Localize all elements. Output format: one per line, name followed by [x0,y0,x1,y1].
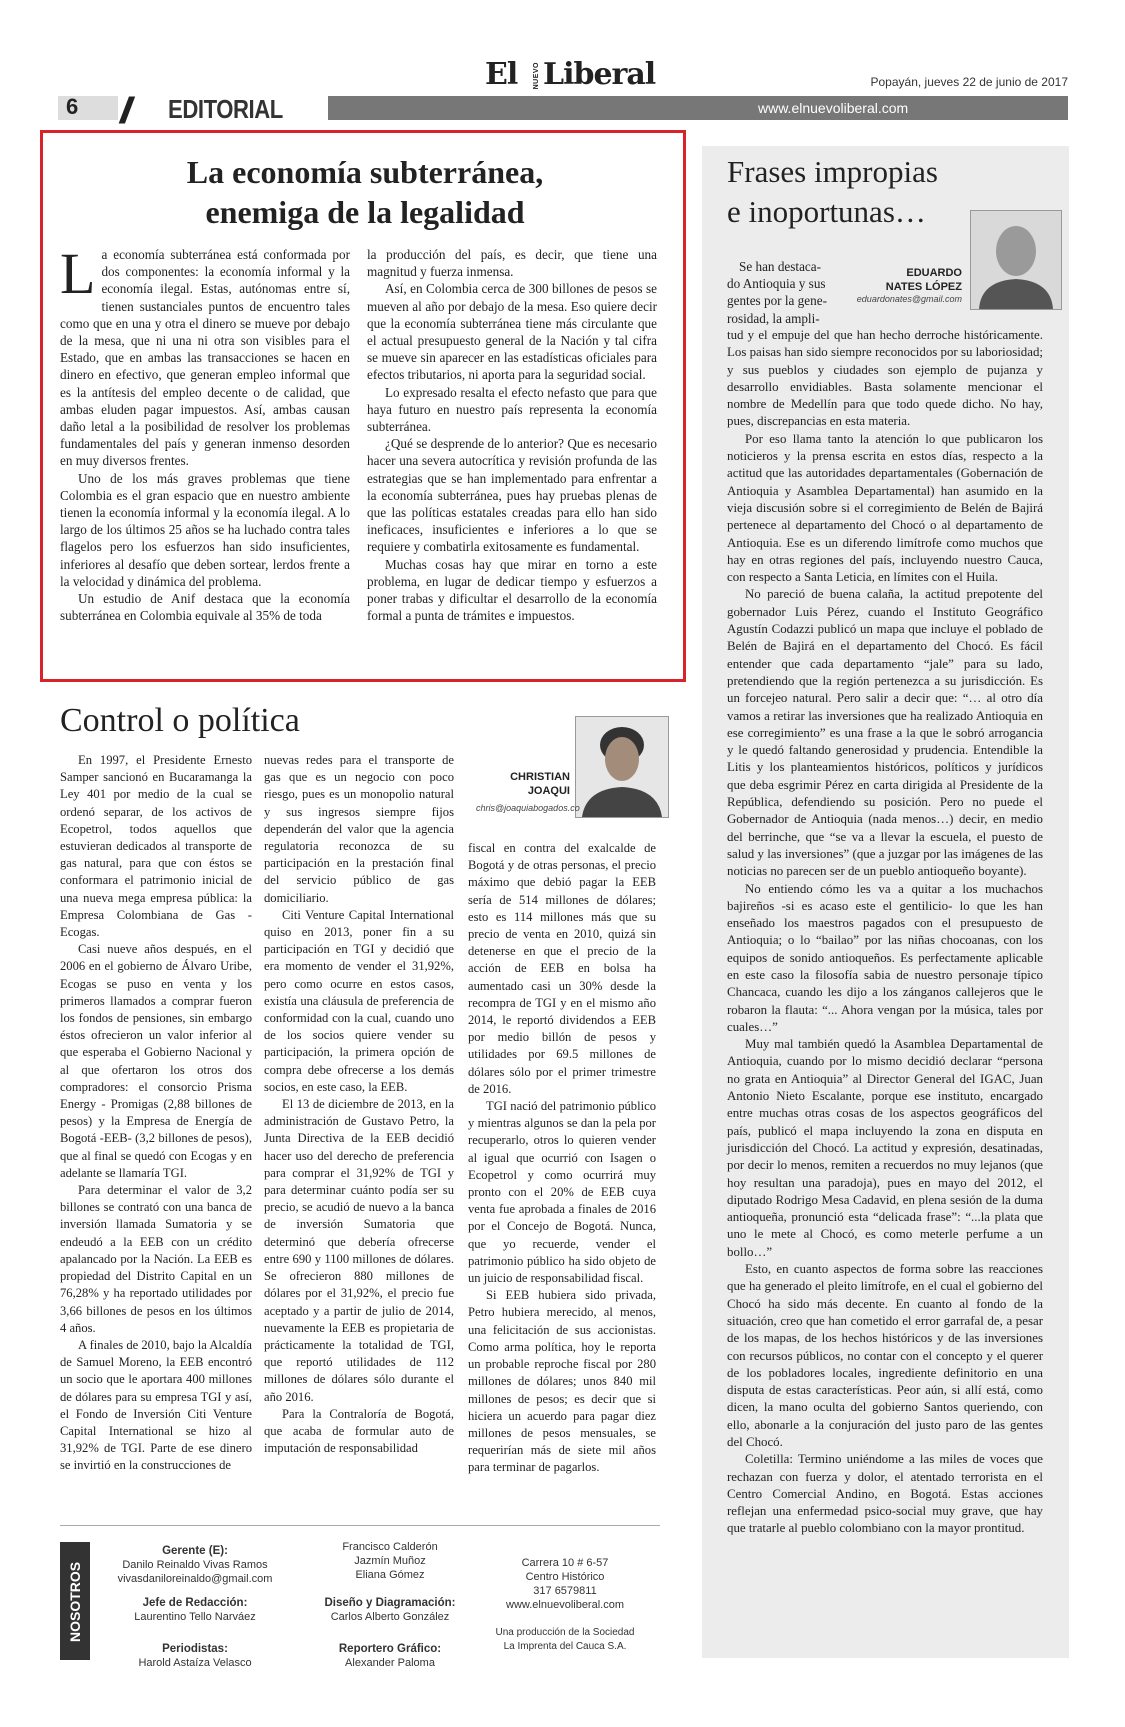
frases-paragraph: Esto, en cuanto aspectos de forma sobre las reacciones que ha generado el pleito limítrofe, en el cual el gobierno del Chocó ha sido más decente. En cuanto al fondo de la situación, creo que han cometido el error garrafal de, a pesar de los mapas, de los hechos históricos y de las inversiones con recursos públicos, no contar con el concepto y el querer de los pobladores locales, ingrediente definitorio en una disputa de estas características. Peor aún, si allí está, como dicen, la mano oculta del gobierno Santos queriendo, con ello, abonarle a la conjuración del justo paro de las gentes del Chocó. [727,1262,1043,1449]
staff-value: www.elnuevoliberal.com [506,1599,624,1611]
staff-value: Harold Astaíza Velasco [138,1657,252,1669]
control-column-2 [264,752,454,1457]
section-name: EDITORIAL [168,94,283,124]
editorial-title [80,152,650,232]
staff-address [480,1556,650,1612]
staff-label: Periodistas: [162,1643,228,1655]
staff-box [60,1540,660,1680]
newspaper-logo [485,57,656,92]
control-paragraph: fiscal en contra del exalcalde de Bogotá y de otras personas, el precio máximo que debió pagar la EEB sería de 514 millones de dólares; esto es 114 millones más que su precio de venta en 2010, quizá sin detenerse en que el precio de la acción de EEB en bolsa ha aumentado casi un 30% desde la recompra de TGI y en el mismo año 2014, le reportó dividendos a EEB por medio billón de pesos y utilidades por 69.5 millones de dólares sólo por el primer trimestre de 2016. [468,841,656,1096]
frases-paragraph: No pareció de buena calaña, la actitud prepotente del gobernador Luis Pérez, cuando el Instituto Geográfico Agustín Codazzi publicó un mapa que incluye el poblado de Belén de Bajirá en el departamento del Chocó. Es fácil entender que cada departamento “jale” para su lado, pretendiendo que la región pertenezca a su jurisdicción. Es un forcejeo natural. Pero salir a decir que: “… al otro día vamos a retirar las inversiones que ha realizado Antioquia en ese corregimiento” es una frase a la que le sobró arrogancia y le quedó faltando generosidad y prudencia. Entendible la Litis y los planteamientos históricos, políticos y jurídicos que deba esgrimir Pérez en carta dirigida al Presidente de la República, defendiendo su posición. Pero no puede el Gobernador de Antioquia (nada menos…) decir, en medio del berrinche, que “se va a llevar la escuela, el puesto de salud y las inversiones” (que a juzgar por las imágenes de las noticias no parecen ser de un pueblo antioqueño boyante). [727,587,1043,879]
editorial-column-1 [60,241,350,624]
author-photo-eduardo [970,210,1062,310]
staff-value: vivasdaniloreinaldo@gmail.com [117,1573,273,1585]
author-email: eduardonates@gmail.com [856,294,962,304]
control-title: Control o política [60,702,300,739]
staff-label: Diseño y Diagramación: [324,1597,456,1609]
staff-value: Alexander Paloma [345,1657,435,1669]
logo-liberal: Liberal [543,57,656,92]
frases-title-line2: e inoportunas… [727,194,926,229]
staff-jefe [100,1596,290,1624]
author-last-name: JOAQUI [527,785,570,797]
staff-value: Una producción de la Sociedad [495,1627,635,1638]
author-first-name: CHRISTIAN [510,771,570,783]
frases-paragraph: tud y el empuje del que han hecho derroche históricamente. Los paisas han sido siempre reconocidos por su laboriosidad; y sus pueblos y ciudades son ejemplo de pujanza y desarrollo envidiables. Basta solamente mencionar el nombre de Medellín para que todo quede dicho. No hay, pues, discrepancias en esta materia. [727,328,1043,429]
author-first-name: EDUARDO [906,267,962,279]
section-slash-icon: // [120,90,125,131]
editorial-column-2 [367,246,657,624]
staff-periodistas [100,1642,290,1670]
editorial-paragraph: Muchas cosas hay que mirar en torno a este problema, en lugar de dedicar tiempo y esfuerzos a poner trabas y dificultar el desarrollo de la economía formal a punta de trámites e impuestos. [367,556,657,624]
frases-body [727,327,1043,1538]
staff-label: Reportero Gráfico: [338,1643,442,1655]
control-column-1 [60,752,252,1475]
staff-value: La Imprenta del Cauca S.A. [503,1641,627,1652]
control-paragraph: El 13 de diciembre de 2013, en la administración de Gustavo Petro, la Junta Directiva de la EEB decidió hacer uso del derecho de preferencia para comprar el 31,92% de TGI y para determinar cuánto podía ser su precio, se acudió de nuevo a la banca de inversión Sumatoria que determinó que debería ofrecerse entre 690 y 1100 millones de dólares. Se ofrecieron 880 millones de dólares por el 31,92%, el precio fue aceptado y a partir de julio de 2014, nuevamente la EEB es propietaria de prácticamente la totalidad de TGI, que reportó utilidades de 112 millones de dólares sólo durante el año 2016. [264,1097,454,1404]
website-url: www.elnuevoliberal.com [758,100,909,116]
staff-reportero [310,1642,470,1670]
control-byline [470,770,570,798]
control-paragraph: A finales de 2010, bajo la Alcaldía de Samuel Moreno, la EEB encontró un socio que le aportara 400 millones de dólares para su empresa TGI y así, el Fondo de Inversión Citi Venture Capital International se hizo al 31,92% de TGI. Parte de ese dinero se invirtió en la construcciones de [60,1337,252,1473]
control-paragraph: nuevas redes para el transporte de gas que es un negocio con poco riesgo, pues es un monopolio natural y sus ingresos siempre fijos dependerán del valor que la agencia regulatoria reconozca de su participación en la prestación final del servicio público de gas domiciliario. [264,753,454,905]
frases-intro [727,258,847,327]
nosotros-label: NOSOTROS [67,1561,83,1642]
frases-intro-line: gentes por la gene- [727,293,827,309]
editorial-paragraph: la producción del país, es decir, que tiene una magnitud y fuerza inmensa. [367,247,657,280]
control-paragraph: Citi Venture Capital International quiso en 2013, poner fin a su participación en TGI y decidió que era momento de vender el 31,92%, pero como ocurre en estos casos, existía una cláusula de preferencia de conformidad con la cual, cuando uno de los socios quiere vender su participación, la primera opción de compra debe ofrecerse a los demás socios, en este caso, la EEB. [264,907,454,1094]
control-paragraph: Si EEB hubiera sido privada, Petro hubiera merecido, al menos, una felicitación de sus accionistas. Como arma política, hoy le reporta un probable reproche fiscal por 280 millones de dólares; unos 840 mil millones de pesos; es decir que si hiciera un acuerdo para pagar diez millones de pesos mensuales, se requerirían más de siete mil años para terminar de pagarlos. [468,1288,656,1475]
staff-divider [60,1525,660,1526]
author-email: chris@joaquiabogados.co [476,803,580,813]
staff-value: 317 6579811 [533,1585,597,1597]
frases-intro-line: do Antioquia y sus [727,276,826,292]
staff-value: Francisco Calderón [342,1541,438,1553]
frases-title [727,152,987,232]
portrait-icon [971,211,1061,309]
staff-diseno [310,1596,470,1624]
editorial-paragraph: Así, en Colombia cerca de 300 billones de pesos se mueven al año por debajo de la mesa. Eso quiere decir que la economía subterránea tiene más circulante que el actual presupuesto general de la Nación y tal cifra se mueve sin aparecer en las estadísticas oficiales para efectos tributarios, ni aporta para la seguridad social. [367,281,657,383]
author-last-name: NATES LÓPEZ [885,281,962,293]
staff-value: Danilo Reinaldo Vivas Ramos [122,1559,268,1571]
control-paragraph: Para la Contraloría de Bogotá, que acaba de formular auto de imputación de responsabilidad [264,1406,454,1456]
issue-date: Popayán, jueves 22 de junio de 2017 [870,75,1068,89]
editorial-dropcap: L [60,241,96,306]
control-paragraph: Para determinar el valor de 3,2 billones se contrató con una banca de inversión llamada Sumatoria y se endeudó a la EEB con un crédito apalancado por la Nación. La EEB es propiedad del Distrito Capital en un 76,28% y ha reportado utilidades por 3,66 billones de pesos en los últimos 4 años. [60,1183,252,1335]
staff-gerente [100,1544,290,1586]
page-number: 6 [66,94,79,119]
editorial-paragraph: Uno de los más graves problemas que tiene Colombia es el gran espacio que en nuestro ambiente tienen la economía informal y la economía ilegal. A lo largo de los últimos 25 años se ha luchado contra tales flagelos pero los esfuerzos han sido insuficientes, inferiores al desafío que deben sortear, lerdos frente a la velocidad y dinámica del problema. [60,470,350,589]
control-column-3 [468,840,656,1477]
staff-production [480,1626,650,1654]
frases-intro-line: rosidad, la ampli- [727,310,820,326]
control-paragraph: En 1997, el Presidente Ernesto Samper sancionó en Bucaramanga la Ley 401 por medio de la cual se ordenó separar, de los activos de Ecopetrol, todos aquellos que estuvieran dedicados al transporte de gas natural, para que con éstos se conformara el patrimonio inicial de una nueva mega empresa pública: la Empresa Colombiana de Gas - Ecogas. [60,753,252,940]
editorial-title-line1: La economía subterránea, [186,154,544,190]
section-bar-gray [328,96,1068,120]
editorial-paragraph: ¿Qué se desprende de lo anterior? Que es necesario hacer una severa autocrítica y revisión profunda de las estrategias que se han implementado para enfrentar a la economía subterránea, pues hay pruebas plenas de que las políticas estatales creadas para ello han sido ineficaces, insuficientes e inferiores a lo que se requiere y combatirla exitosamente es fundamental. [367,436,657,555]
staff-label: Gerente (E): [162,1545,228,1557]
control-paragraph: Casi nueve años después, en el 2006 en el gobierno de Álvaro Uribe, Ecogas se puso en venta y los primeros llamados a comprar fueron los fondos de pensiones, sin embargo éstos ofrecieron un valor inferior al que esperaba el Gobierno Nacional y al que ofertaron los otros dos compradores: el consorcio Prisma Energy - Promigas (2,88 billones de pesos) y la Empresa de Energía de Bogotá -EEB- (3,2 billones de pesos), que al final se quedó con Ecogas y en adelante se llamaría TGI. [60,942,252,1180]
frases-paragraph: No entiendo cómo les va a quitar a los muchachos bajireños -si es acaso este el gentilicio- lo que les han enseñado los maestros pagados con el presupuesto de Antioquia; o lo “bailao” por las niñas chocoanas, con los equipos de sonido antioqueños. Es perfectamente aplicable en este caso la filosofía sabia de nuestro personaje típico Chancaca, cuando les dijo a los zánganos callejeros que le robaron la flauta: “... Ahora vengan por la música, tales por cuales…” [727,881,1043,1034]
control-email-wrap [470,803,672,813]
frases-title-line1: Frases impropias [727,154,938,189]
staff-value: Eliana Gómez [355,1569,425,1581]
staff-value: Centro Histórico [525,1571,605,1583]
staff-names [310,1540,470,1582]
frases-paragraph: Por eso llama tanto la atención lo que publicaron los noticieros y la prensa escrita en estos días, respecto a la actitud que las autoridades departamentales (Gobernación de Antioquia y Asamblea Departamental) han asumido en la vieja discusión sobre si el corregimiento de Belén de Bajirá pertenece al departamento del Chocó o al departamento de Antioquia. Ese es un diferendo limítrofe como muchos que hay en otras regiones del país, incluyendo nuestro Cauca, con respecto a Santa Leticia, en límites con el Huila. [727,431,1043,585]
staff-value: Carrera 10 # 6-57 [521,1557,609,1569]
portrait-icon [576,717,668,817]
editorial-paragraph: Un estudio de Anif destaca que la economía subterránea en Colombia equivale al 35% de toda [60,591,350,624]
editorial-paragraph: La economía subterránea está conformada por dos componentes: la economía informal y la economía ilegal. Estas, autónomas entre sí, tienen sustanciales puntos de encuentro tales como que en una y otra el dinero se mueve por debajo de la mesa, que ni una ni otra son visibles para el Estado, que en ambas las transacciones se hacen en dinero en efectivo, que generan empleo informal que es la antítesis del empleo decente o de calidad, que ambas eluden pagar impuestos. Así, ambas causan daño letal a la posibilidad de resolver los problemas fundamentales del país y generan inmenso desorden en muy diversos frentes. [60,241,350,469]
logo-el: El [485,57,518,92]
staff-value: Carlos Alberto González [330,1611,450,1623]
staff-label: Jefe de Redacción: [142,1597,248,1609]
frases-paragraph: Muy mal también quedó la Asamblea Departamental de Antioquia, cuando por lo mismo decidió declarar “persona no grata en Antioquia” al Director General del IGAC, Juan Antonio Nieto Escalante, porque ese instituto, encargado entre muchas otras cosas de los aspectos geográficos del país, publicó el mapa incluyendo la zona en disputa en jurisdicción del Chocó. La actitud y expresión, desatinadas, por decir lo menos, remiten a recuerdos no muy lejanos (que hoy resultan una paradoja), pues en mayo del 2012, el diputado Rodrigo Mesa Cadavid, en plena sesión de la duma antioqueña, pronunció esta “delicada frase”: “...la plata que uno le mete al Chocó, es como meterle perfume a un bollo…” [727,1037,1043,1259]
staff-value: Jazmín Muñoz [354,1555,426,1567]
staff-value: Laurentino Tello Narváez [134,1611,256,1623]
editorial-title-line2: enemiga de la legalidad [205,194,525,230]
section-bar [58,90,1068,131]
frases-byline [850,266,962,304]
editorial-paragraph: Lo expresado resalta el efecto nefasto que para que haya futuro en nuestro país representa la economía subterránea. [367,384,657,435]
logo-nuevo: NUEVO [533,62,540,90]
frases-paragraph: Coletilla: Termino uniéndome a las miles de voces que rechazan con fuerza y dolor, el atentado terrorista en el Centro Comercial Andino, en Bogotá. Estas acciones reflejan una enfermedad psico-social muy grave, que hay que tratarle al pueblo colombiano con la mayor prontitud. [727,1452,1043,1536]
frases-intro-line: Se han destaca- [739,259,822,274]
control-paragraph: TGI nació del patrimonio público y mientras algunos se dan la pela por recuperarlo, otros lo quieren vender al igual que ocurrió con Isagen o Ecopetrol y como ocurrirá muy pronto con el 20% de EEB cuya venta fue aprobada a finales de 2016 por el Concejo de Bogotá. Nunca, que yo recuerde, vender el patrimonio público ha sido objeto de un juicio de responsabilidad fiscal. [468,1099,656,1286]
